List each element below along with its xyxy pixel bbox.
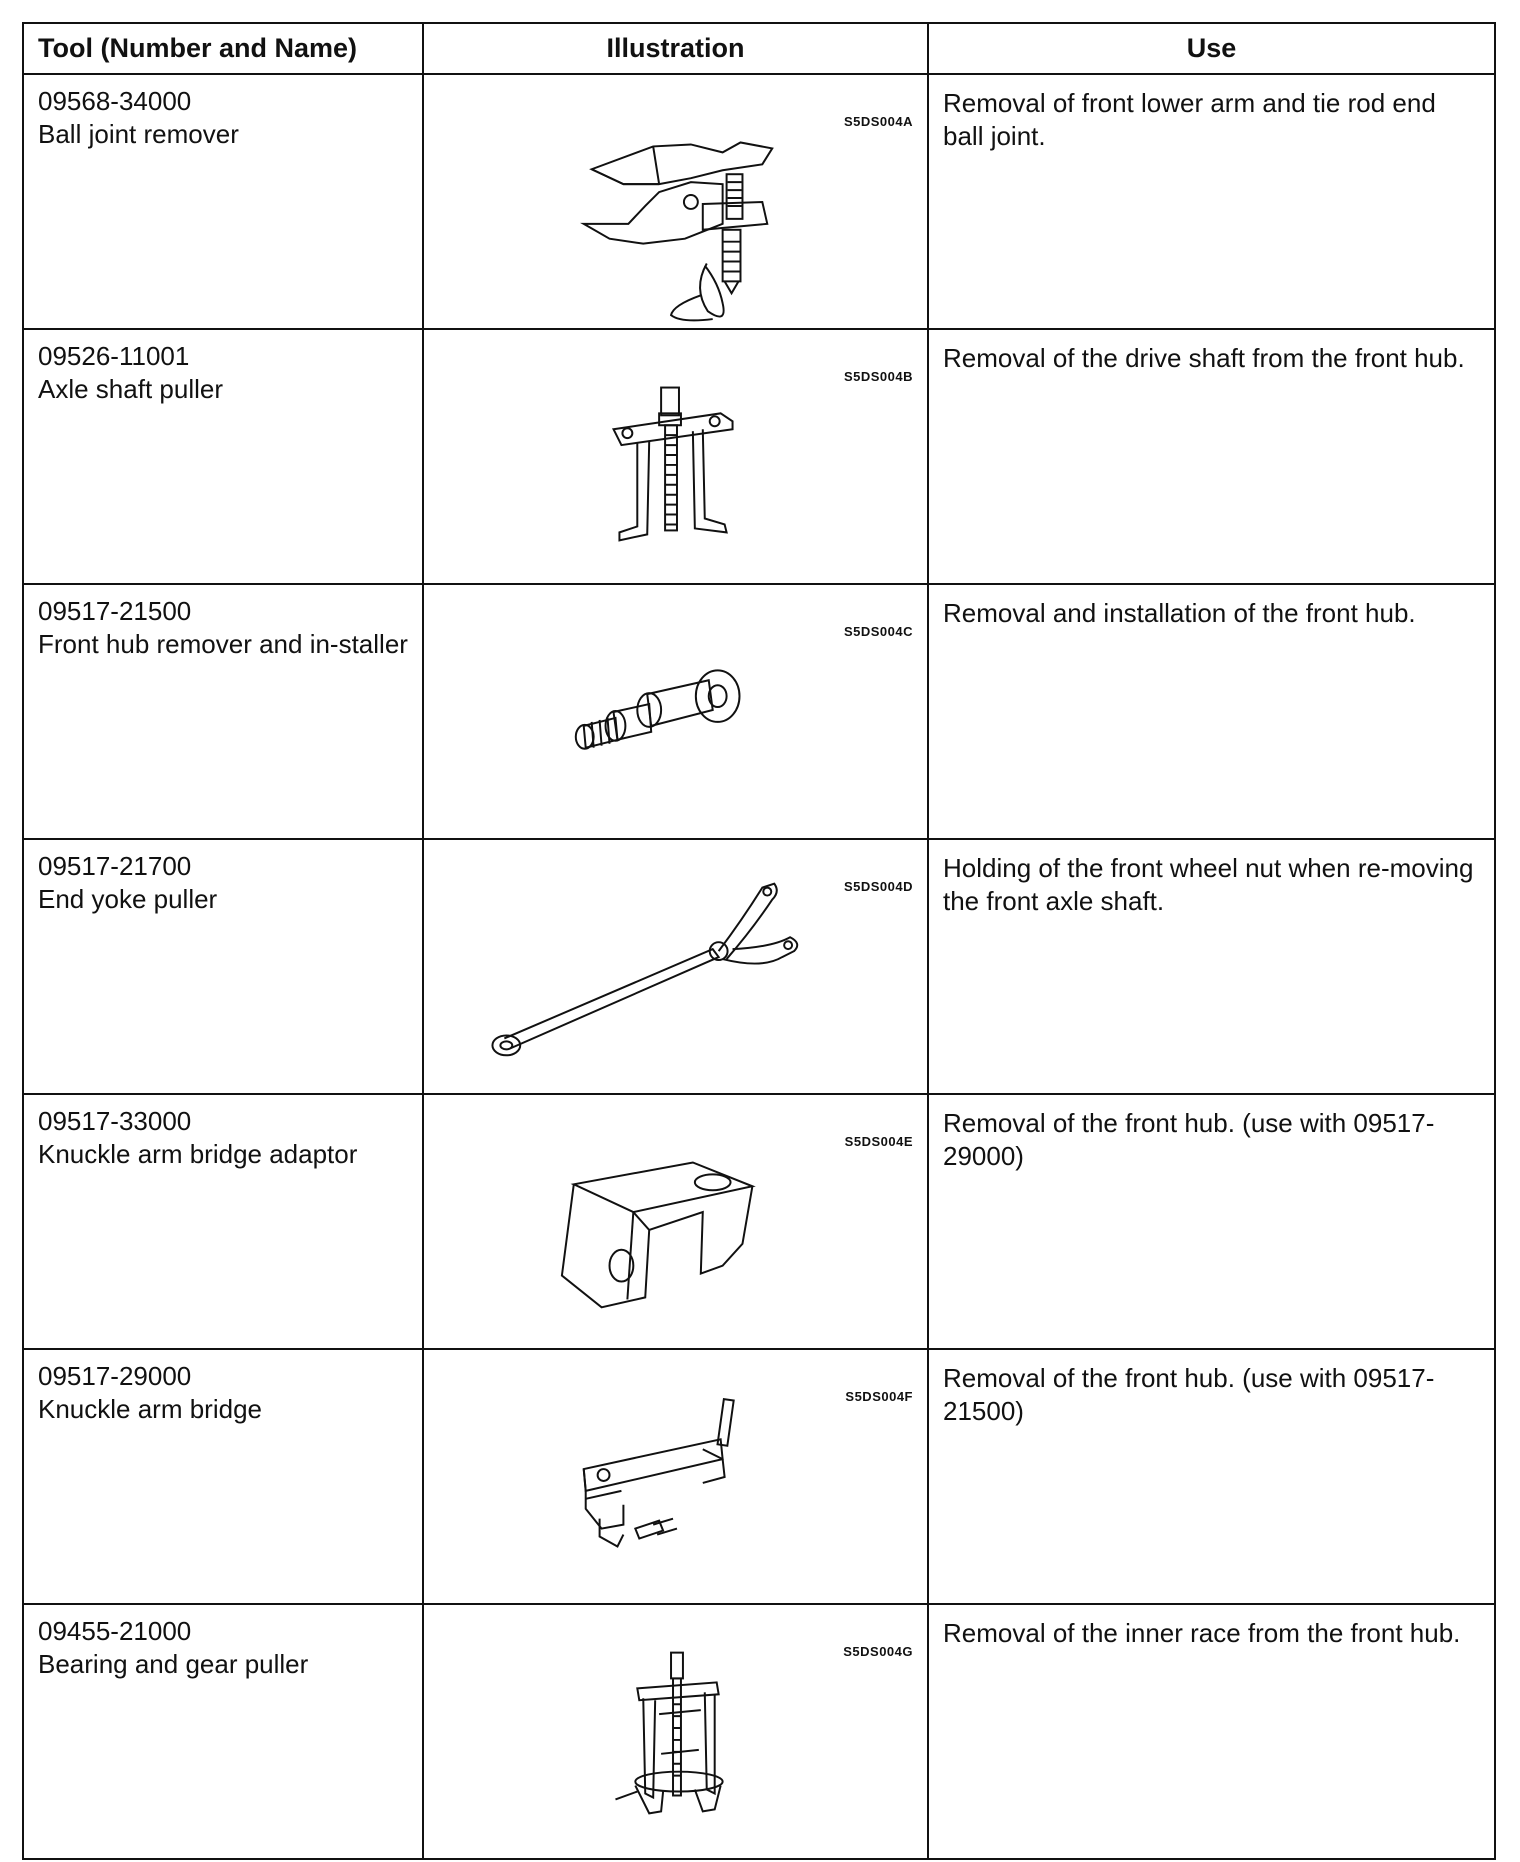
illustration-code: S5DS004C — [843, 624, 913, 639]
use-cell: Removal of the inner race from the front hub. — [928, 1604, 1495, 1859]
use-cell: Holding of the front wheel nut when re-moving the front axle shaft. — [928, 839, 1495, 1094]
table-row — [23, 74, 1495, 329]
use-cell: Removal of the front hub. (use with 09517-29000) — [928, 1094, 1495, 1349]
use-cell: Removal of front lower arm and tie rod end ball joint. — [928, 74, 1495, 329]
tool-cell — [23, 329, 423, 584]
tool-name: Ball joint remover — [38, 119, 239, 149]
table-row — [23, 839, 1495, 1094]
header-illustration: Illustration — [423, 23, 928, 74]
tool-name: End yoke puller — [38, 884, 218, 914]
illustration-code: S5DS004G — [843, 1644, 913, 1659]
tool-cell — [23, 1094, 423, 1349]
special-tools-table — [22, 22, 1496, 1860]
header-tool: Tool (Number and Name) — [23, 23, 423, 74]
table-row — [23, 329, 1495, 584]
use-cell: Removal of the drive shaft from the front hub. — [928, 329, 1495, 584]
tool-number: 09517-21700 — [38, 851, 192, 881]
tool-name: Knuckle arm bridge adaptor — [38, 1139, 358, 1169]
illustration-code: S5DS004E — [844, 1134, 913, 1149]
table-row — [23, 1604, 1495, 1859]
illustration-cell — [423, 74, 928, 329]
tool-number: 09517-29000 — [38, 1361, 192, 1391]
end-yoke-puller-icon — [424, 840, 927, 1093]
header-row — [23, 23, 1495, 74]
tool-cell — [23, 74, 423, 329]
illustration-code: S5DS004B — [843, 369, 913, 384]
table-row — [23, 1349, 1495, 1604]
tool-name: Knuckle arm bridge — [38, 1394, 262, 1424]
bridge-adaptor-icon — [424, 1095, 927, 1348]
tool-number: 09517-21500 — [38, 596, 192, 626]
use-cell: Removal of the front hub. (use with 09517-21500) — [928, 1349, 1495, 1604]
tool-name: Front hub remover and in-staller — [38, 629, 408, 659]
illustration-code: S5DS004A — [843, 114, 913, 129]
table-row — [23, 584, 1495, 839]
table-row — [23, 1094, 1495, 1349]
ball-joint-remover-icon — [424, 75, 927, 328]
knuckle-arm-bridge-icon — [424, 1350, 927, 1603]
tool-number: 09526-11001 — [38, 341, 190, 371]
axle-shaft-puller-icon — [424, 330, 927, 583]
illustration-code: S5DS004D — [843, 879, 913, 894]
tool-cell — [23, 584, 423, 839]
header-use: Use — [928, 23, 1495, 74]
tool-cell — [23, 839, 423, 1094]
illustration-cell — [423, 584, 928, 839]
illustration-cell — [423, 1094, 928, 1349]
tool-name: Bearing and gear puller — [38, 1649, 309, 1679]
bearing-gear-puller-icon — [424, 1605, 927, 1858]
illustration-cell — [423, 1604, 928, 1859]
tool-number: 09455-21000 — [38, 1616, 192, 1646]
tool-number: 09517-33000 — [38, 1106, 192, 1136]
illustration-cell — [423, 1349, 928, 1604]
front-hub-remover-icon — [424, 585, 927, 838]
use-cell: Removal and installation of the front hub. — [928, 584, 1495, 839]
tool-cell — [23, 1349, 423, 1604]
illustration-cell — [423, 329, 928, 584]
tool-number: 09568-34000 — [38, 86, 192, 116]
tool-name: Axle shaft puller — [38, 374, 223, 404]
illustration-cell — [423, 839, 928, 1094]
illustration-code: S5DS004F — [845, 1389, 913, 1404]
tool-cell — [23, 1604, 423, 1859]
